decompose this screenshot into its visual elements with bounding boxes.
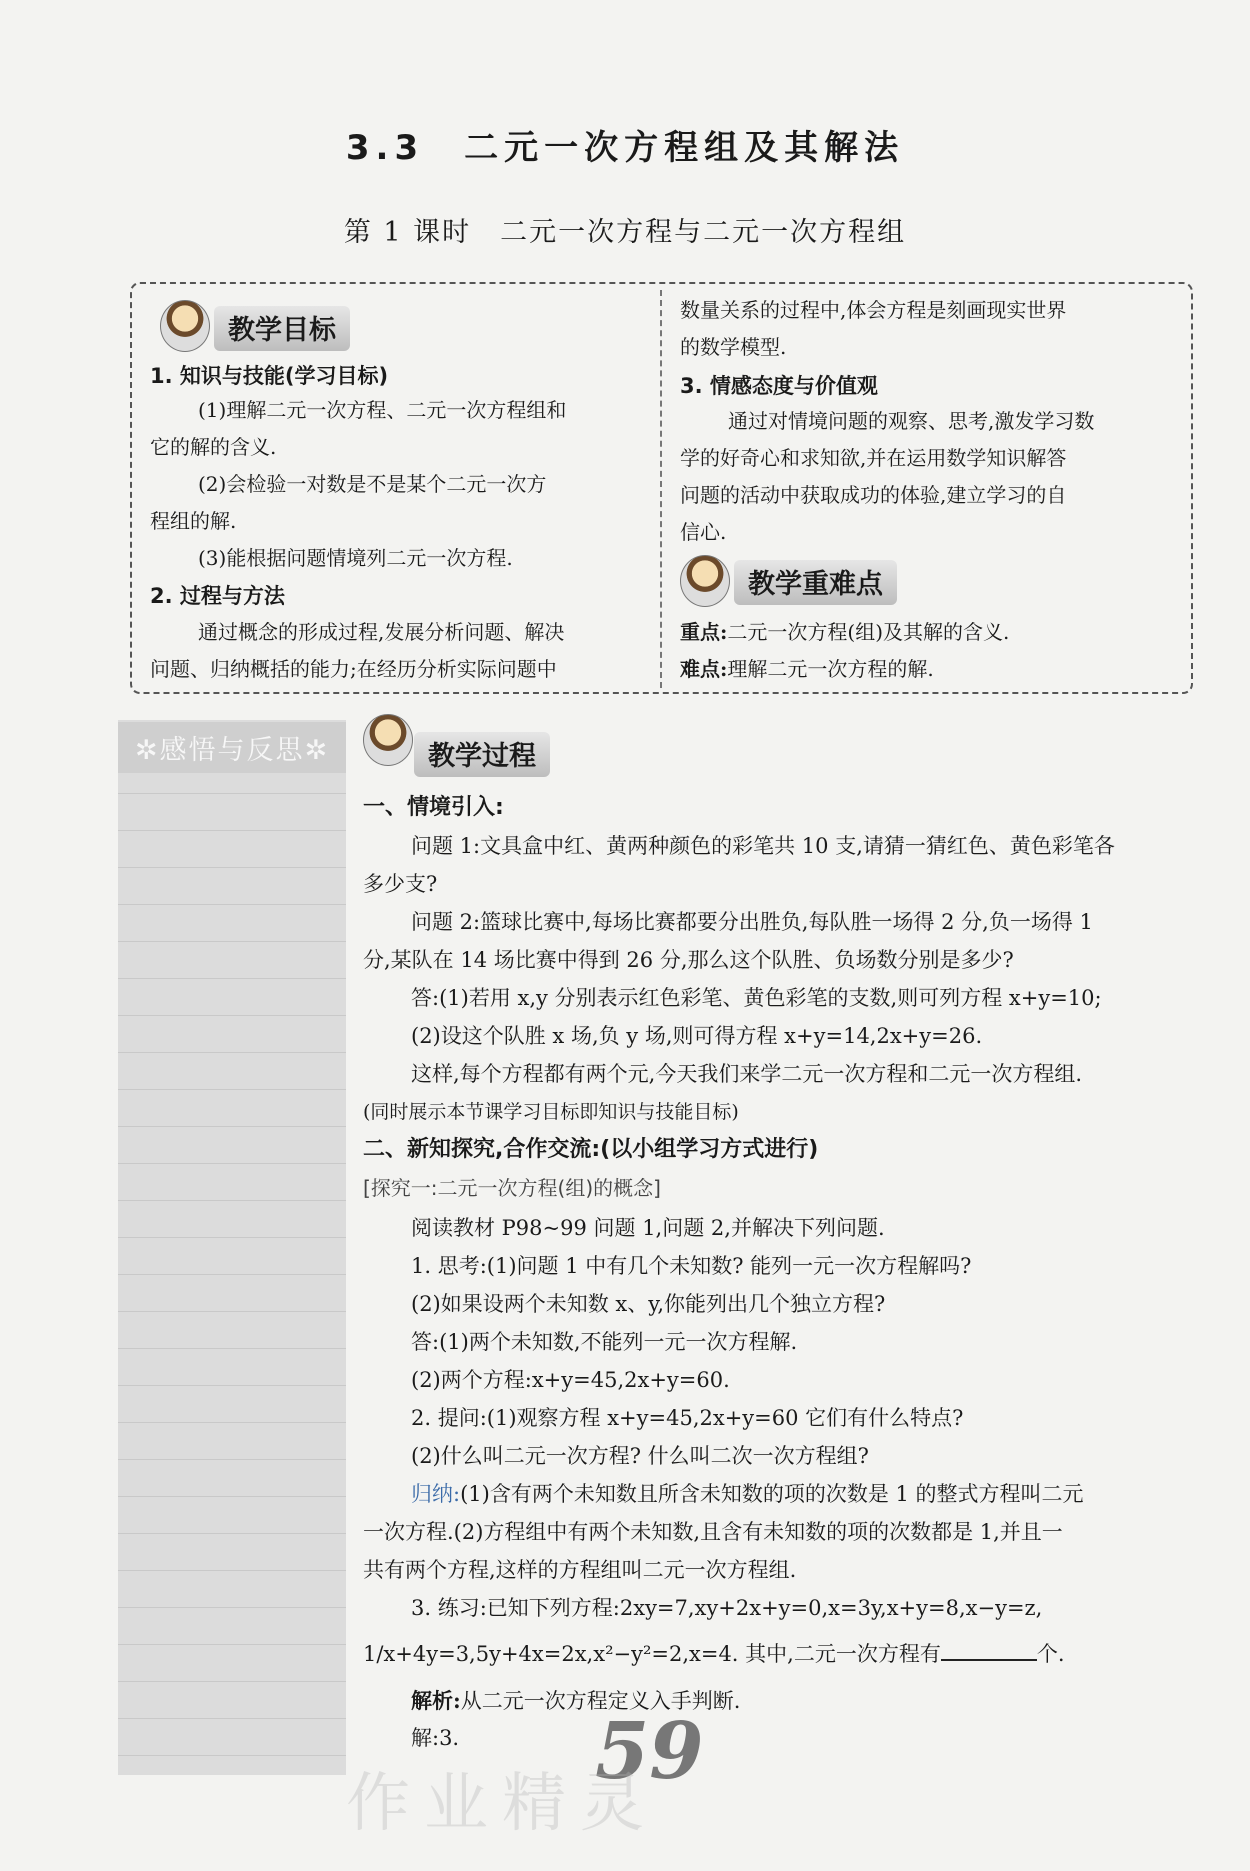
goal-1-item-2a: (2)会检验一对数是不是某个二元一次方	[198, 472, 547, 496]
key-text: 二元一次方程(组)及其解的含义.	[727, 620, 1010, 644]
goal-2-cont-a: 数量关系的过程中,体会方程是刻画现实世界	[680, 298, 1067, 322]
student-running-icon	[363, 714, 413, 766]
goal-1-item-1a: (1)理解二元一次方程、二元一次方程组和	[198, 398, 567, 422]
section-1-title: 一、情境引入:	[363, 795, 504, 820]
key-label: 重点:	[680, 620, 728, 644]
summary-line-c: 共有两个方程,这样的方程组叫二元一次方程组.	[363, 1558, 797, 1582]
question-1-line-b: 多少支?	[363, 872, 438, 896]
answer-line-b: (2)设这个队胜 x 场,负 y 场,则可得方程 x+y=14,2x+y=26.	[411, 1024, 983, 1048]
question-2-label: 问题 2:	[411, 910, 481, 934]
answer-line-a	[363, 980, 1250, 1017]
watermark-text: 作业精灵	[346, 1767, 658, 1841]
summary-label: 归纳:	[411, 1482, 461, 1506]
question-2-text-a: 篮球比赛中,每场比赛都要分出胜负,每队胜一场得 2 分,负一场得 1	[480, 910, 1093, 934]
question-2-line-a	[363, 904, 1250, 941]
analysis-label: 解析:	[411, 1688, 461, 1713]
analysis-line	[363, 1682, 1250, 1720]
task-1-line-d: (2)两个方程:x+y=45,2x+y=60.	[411, 1368, 730, 1392]
student-reading-icon	[160, 300, 210, 352]
task-3-line-a: 3. 练习:已知下列方程:2xy=7,xy+2x+y=0,x=3y,x+y=8,x−y=z,	[411, 1596, 1043, 1620]
goal-2-title: 2. 过程与方法	[150, 584, 285, 608]
task-1-line-b: (2)如果设两个未知数 x、y,你能列出几个独立方程?	[411, 1292, 886, 1316]
task-1-line-c: 答:(1)两个未知数,不能列一元一次方程解.	[411, 1330, 798, 1354]
question-1-label: 问题 1:	[411, 834, 481, 858]
summary-line-a	[363, 1476, 1250, 1513]
difficult-label: 难点:	[680, 657, 728, 681]
task-2-line-b: (2)什么叫二元一次方程? 什么叫二次一次方程组?	[411, 1444, 869, 1468]
difficult-text: 理解二元一次方程的解.	[727, 657, 934, 681]
goals-divider	[660, 290, 662, 688]
intro-conclusion: 这样,每个方程都有两个元,今天我们来学二元一次方程和二元一次方程组.	[411, 1062, 1083, 1086]
answer-blank	[941, 1639, 1037, 1661]
key-point	[680, 614, 1009, 651]
question-1-text-a: 文具盒中红、黄两种颜色的彩笔共 10 支,请猜一猜红色、黄色彩笔各	[480, 834, 1115, 858]
answer-label: 答:	[411, 986, 440, 1010]
goals-heading: 教学目标	[214, 306, 350, 351]
task-3-text-b: 1/x+4y=3,5y+4x=2x,x²−y²=2,x=4. 其中,二元一次方程有	[363, 1642, 941, 1666]
goal-1-item-2b: 程组的解.	[150, 509, 237, 533]
goal-1-title: 1. 知识与技能(学习目标)	[150, 364, 389, 388]
section-2-title: 二、新知探究,合作交流:(以小组学习方式进行)	[363, 1137, 819, 1162]
explore-1-title: [探究一:二元一次方程(组)的概念]	[363, 1176, 661, 1200]
question-1-line-a	[363, 828, 1250, 865]
question-2-line-b: 分,某队在 14 场比赛中得到 26 分,那么这个队胜、负场数分别是多少?	[363, 948, 1014, 972]
student-thinking-icon	[680, 555, 730, 607]
read-instruction: 阅读教材 P98~99 问题 1,问题 2,并解决下列问题.	[411, 1216, 885, 1240]
task-3-unit: 个.	[1036, 1642, 1065, 1666]
goal-2-text-b: 问题、归纳概括的能力;在经历分析实际问题中	[150, 657, 557, 681]
process-heading: 教学过程	[414, 732, 550, 777]
goal-3-title: 3. 情感态度与价值观	[680, 374, 878, 398]
goal-3-text-d: 信心.	[680, 520, 727, 544]
task-1-line-a: 1. 思考:(1)问题 1 中有几个未知数? 能列一元一次方程解吗?	[411, 1254, 972, 1278]
goal-1-item-1b: 它的解的含义.	[150, 435, 277, 459]
summary-line-b: 一次方程.(2)方程组中有两个未知数,且含有未知数的项的次数都是 1,并且一	[363, 1520, 1063, 1544]
task-3-line-b	[363, 1636, 1213, 1673]
task-2-line-a: 2. 提问:(1)观察方程 x+y=45,2x+y=60 它们有什么特点?	[411, 1406, 964, 1430]
goal-3-text-a: 通过对情境问题的观察、思考,激发学习数	[728, 409, 1095, 433]
difficulty-heading: 教学重难点	[734, 560, 897, 605]
goal-2-text-a: 通过概念的形成过程,发展分析问题、解决	[198, 620, 565, 644]
goal-3-text-c: 问题的活动中获取成功的体验,建立学习的自	[680, 483, 1067, 507]
goal-2-cont-b: 的数学模型.	[680, 335, 787, 359]
solution-line: 解:3.	[411, 1726, 460, 1750]
reflection-title: ✲感悟与反思✲	[118, 722, 346, 773]
answer-text-a: (1)若用 x,y 分别表示红色彩笔、黄色彩笔的支数,则可列方程 x+y=10;	[439, 986, 1102, 1010]
goal-1-item-3: (3)能根据问题情境列二元一次方程.	[198, 546, 513, 570]
analysis-text: 从二元一次方程定义入手判断.	[460, 1689, 741, 1713]
difficult-point	[680, 651, 934, 688]
display-note: (同时展示本节课学习目标即知识与技能目标)	[363, 1101, 739, 1123]
lesson-subtitle: 第 1 课时 二元一次方程与二元一次方程组	[343, 217, 907, 248]
section-title: 3.3 二元一次方程组及其解法	[345, 128, 905, 168]
reflection-sidebar	[118, 720, 346, 1775]
summary-text-a: (1)含有两个未知数且所含未知数的项的次数是 1 的整式方程叫二元	[460, 1482, 1084, 1506]
goal-3-text-b: 学的好奇心和求知欲,并在运用数学知识解答	[680, 446, 1067, 470]
page-number: 59	[595, 1706, 704, 1797]
